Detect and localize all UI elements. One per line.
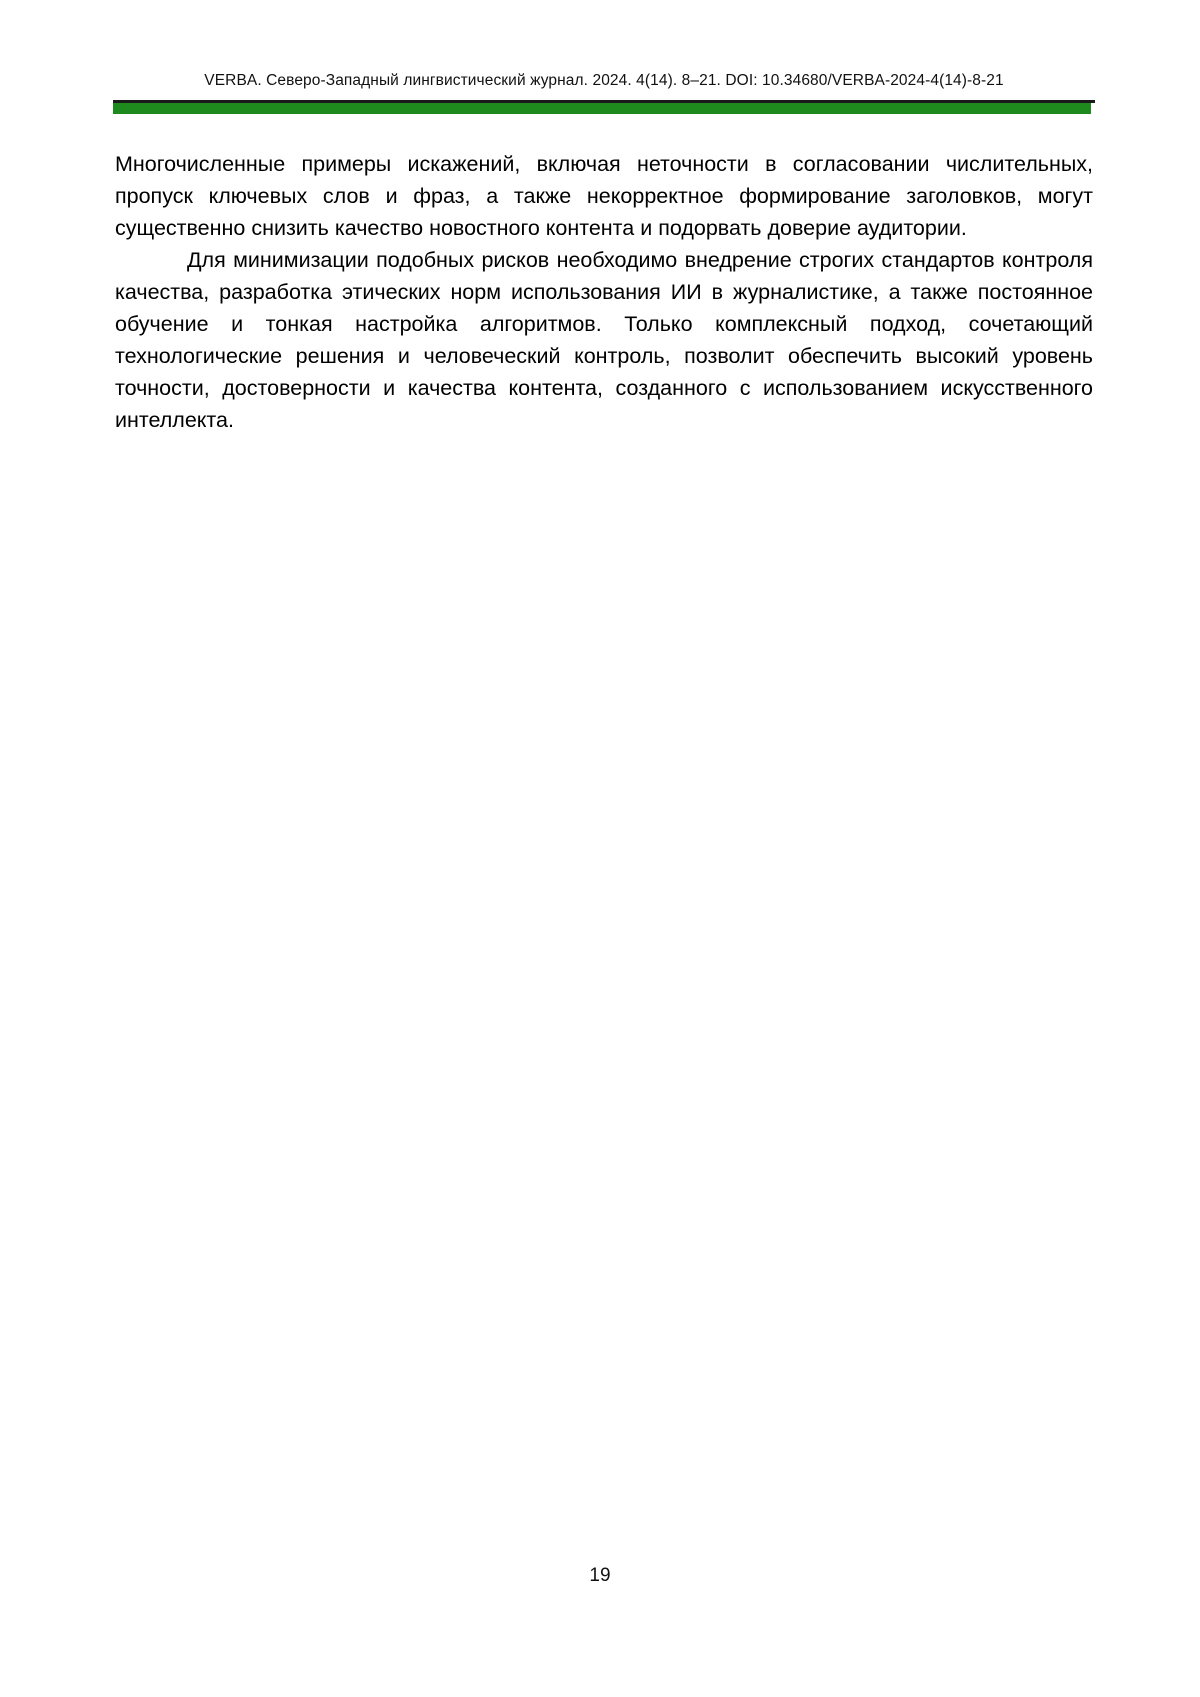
header-accent-bar [113,103,1091,114]
running-header: VERBA. Северо-Западный лингвистический журнал. 2024. 4(14). 8–21. DOI: 10.34680/VERBA-2024-4(14)-8-21 [204,72,1004,89]
paragraph-conclusion: Для минимизации подобных рисков необходимо внедрение строгих стандартов контроля качества, разработка этических норм использования ИИ в журналистике, а также постоянное обучение и тонкая настройка алгоритмов. Только комплексный подход, сочетающий технологические решения и человеческий контроль, позволит обеспечить высокий уровень точности, достоверности и качества контента, созданного с использованием искусственного интеллекта. [115,248,1093,432]
paragraph-continuation: Многочисленные примеры искажений, включая неточности в согласовании числительных, пропуск ключевых слов и фраз, а также некорректное формирование заголовков, могут существенно снизить качество новостного контента и подорвать доверие аудитории. [115,152,1093,240]
page-number: 19 [589,1565,611,1586]
article-body [115,148,1093,436]
